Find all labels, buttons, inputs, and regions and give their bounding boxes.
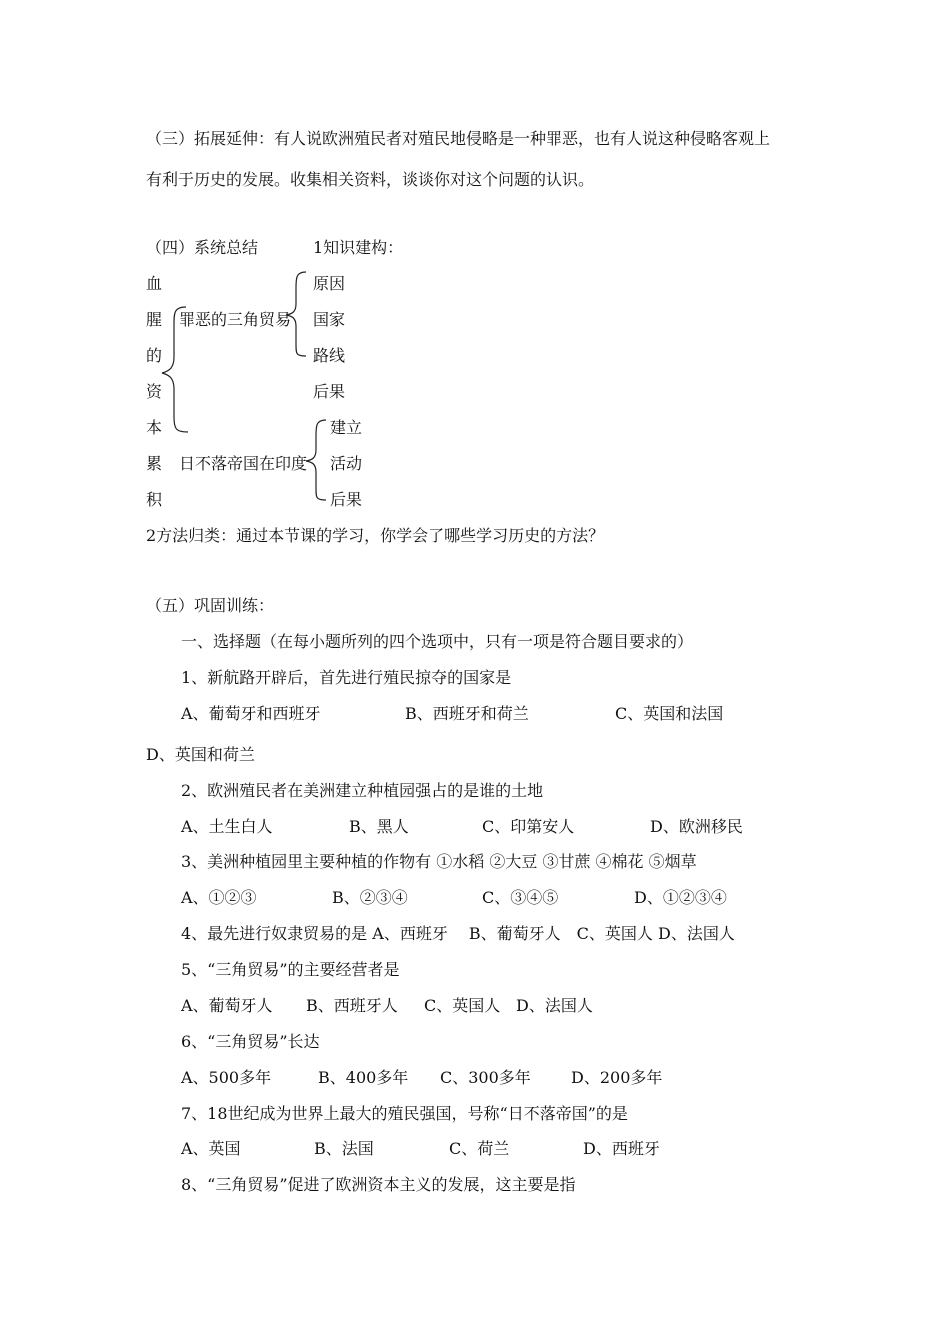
q6-option-b: B、400多年 xyxy=(318,1068,409,1087)
vertical-char: 血 xyxy=(146,274,163,293)
branch2-item: 活动 xyxy=(330,454,363,473)
q6-option-c: C、300多年 xyxy=(440,1068,531,1087)
q7-option-d: D、西班牙 xyxy=(583,1139,660,1158)
q3-option-c: C、③④⑤ xyxy=(482,888,559,907)
choice-part-title: 一、选择题（在每小题所列的四个选项中，只有一项是符合题目要求的） xyxy=(181,632,694,651)
q2-stem: 2、欧洲殖民者在美洲建立种植园强占的是谁的土地 xyxy=(181,781,544,800)
q6-option-a: A、500多年 xyxy=(181,1068,272,1087)
branch1-label: 罪恶的三角贸易 xyxy=(179,310,292,329)
branch2-item: 后果 xyxy=(330,490,363,509)
section5-heading: （五）巩固训练： xyxy=(146,596,275,615)
vertical-char: 积 xyxy=(146,490,163,509)
q2-option-c: C、印第安人 xyxy=(482,817,575,836)
q4-line: 4、最先进行奴隶贸易的是 A、西班牙 B、葡萄牙人 C、英国人 D、法国人 xyxy=(181,924,735,943)
branch1-item: 原因 xyxy=(313,274,346,293)
q1-option-d: D、英国和荷兰 xyxy=(146,745,255,764)
branch1-item: 国家 xyxy=(313,310,346,329)
branch2-label: 日不落帝国在印度 xyxy=(179,454,308,473)
q6-stem: 6、“三角贸易”长达 xyxy=(181,1032,320,1051)
branch1-brace xyxy=(284,270,308,360)
q3-stem: 3、美洲种植园里主要种植的作物有 ①水稻 ②大豆 ③甘蔗 ④棉花 ⑤烟草 xyxy=(181,852,697,871)
vertical-char: 资 xyxy=(146,382,163,401)
q3-option-a: A、①②③ xyxy=(181,888,257,907)
branch2-item: 建立 xyxy=(330,418,363,437)
q7-option-a: A、英国 xyxy=(181,1139,241,1158)
q1-option-a: A、葡萄牙和西班牙 xyxy=(181,704,321,723)
branch1-item: 路线 xyxy=(313,346,346,365)
q3-option-d: D、①②③④ xyxy=(634,888,727,907)
q1-option-b: B、西班牙和荷兰 xyxy=(405,704,529,723)
branch1-item: 后果 xyxy=(313,382,346,401)
method-line: 2方法归类：通过本节课的学习，你学会了哪些学习历史的方法？ xyxy=(146,526,605,545)
q2-option-d: D、欧洲移民 xyxy=(650,817,743,836)
q2-option-a: A、土生白人 xyxy=(181,817,273,836)
vertical-char: 腥 xyxy=(146,310,163,329)
q8-stem: 8、“三角贸易”促进了欧洲资本主义的发展，这主要是指 xyxy=(181,1175,576,1194)
branch2-brace xyxy=(304,418,328,504)
q3-option-b: B、②③④ xyxy=(332,888,408,907)
section4-heading: （四）系统总结 xyxy=(146,238,259,257)
q5-option-b: B、西班牙人 xyxy=(306,996,398,1015)
vertical-char: 累 xyxy=(146,454,163,473)
q1-stem: 1、新航路开辟后，首先进行殖民掠夺的国家是 xyxy=(181,668,512,687)
q7-stem: 7、18世纪成为世界上最大的殖民强国，号称“日不落帝国”的是 xyxy=(181,1104,628,1123)
knowledge-heading: 1知识建构： xyxy=(313,238,404,257)
q7-option-c: C、荷兰 xyxy=(449,1139,510,1158)
q5-stem: 5、“三角贸易”的主要经营者是 xyxy=(181,960,400,979)
q7-option-b: B、法国 xyxy=(314,1139,374,1158)
vertical-char: 的 xyxy=(146,346,163,365)
q1-option-c: C、英国和法国 xyxy=(615,704,724,723)
q2-option-b: B、黑人 xyxy=(349,817,409,836)
q5-option-d: D、法国人 xyxy=(516,996,593,1015)
vertical-char: 本 xyxy=(146,418,163,437)
q6-option-d: D、200多年 xyxy=(571,1068,663,1087)
section3-line2: 有利于历史的发展。收集相关资料，谈谈你对这个问题的认识。 xyxy=(146,170,595,189)
q5-option-c: C、英国人 xyxy=(424,996,501,1015)
section3-line1: （三）拓展延伸：有人说欧洲殖民者对殖民地侵略是一种罪恶，也有人说这种侵略客观上 xyxy=(146,129,771,148)
q5-option-a: A、葡萄牙人 xyxy=(181,996,273,1015)
